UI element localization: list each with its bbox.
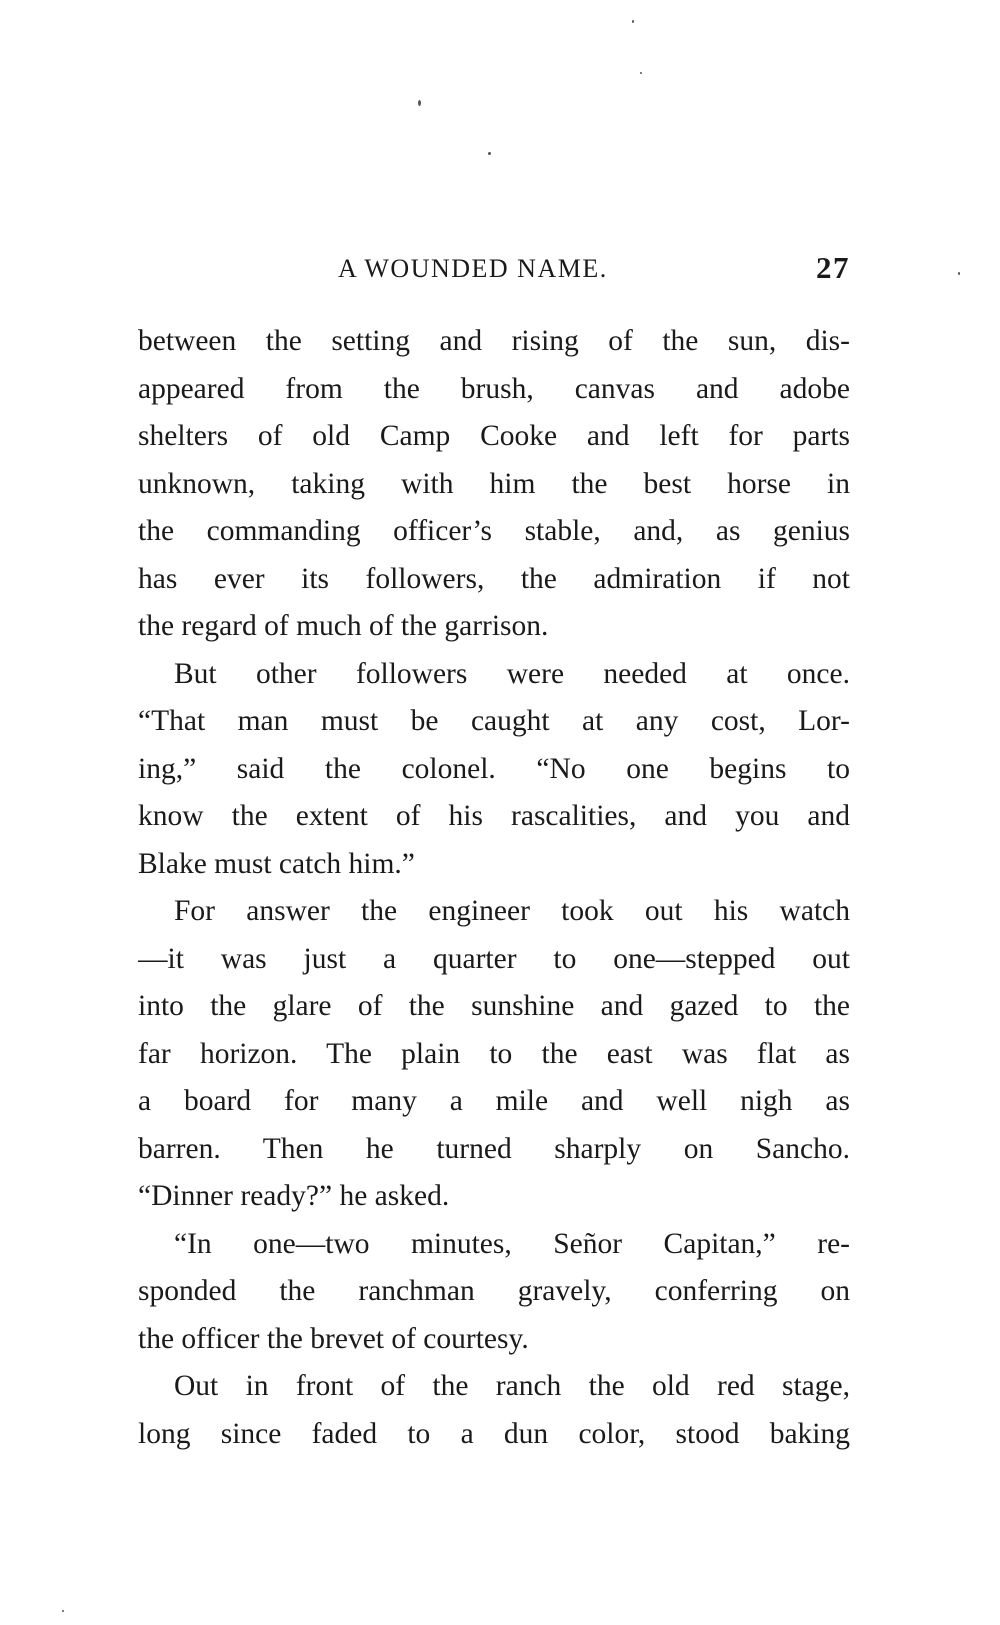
- text-line: into the glare of the sunshine and gazed to the: [138, 990, 850, 1022]
- page-number: 27: [816, 250, 850, 285]
- text-line: far horizon. The plain to the east was flat as: [138, 1037, 850, 1070]
- running-head: [138, 250, 850, 290]
- running-title: A WOUNDED NAME.: [338, 254, 608, 283]
- text-line: “Dinner ready?” he asked.: [138, 1180, 450, 1212]
- text-line: between the setting and rising of the sun, dis-: [138, 325, 850, 357]
- text-line: unknown, taking with him the best horse in: [138, 467, 850, 500]
- scan-speck: [418, 100, 421, 106]
- scan-speck: [62, 1610, 64, 1612]
- text-line: know the extent of his rascalities, and you and: [138, 800, 850, 832]
- text-line: ing,” said the colonel. “No one begins to: [138, 752, 850, 785]
- text-line: Out in front of the ranch the old red stage,: [174, 1370, 850, 1402]
- scan-speck: [488, 152, 491, 155]
- text-line: appeared from the brush, canvas and adobe: [138, 372, 850, 405]
- scan-speck: [958, 272, 960, 275]
- text-line: has ever its followers, the admiration if not: [138, 562, 850, 595]
- text-line: shelters of old Camp Cooke and left for parts: [138, 420, 850, 452]
- scan-speck: [640, 72, 642, 74]
- text-line: barren. Then he turned sharply on Sancho.: [138, 1132, 850, 1165]
- scan-speck: [632, 20, 634, 23]
- text-line: “In one—two minutes, Señor Capitan,” re-: [174, 1227, 850, 1260]
- text-line: “That man must be caught at any cost, Lor-: [138, 705, 850, 737]
- text-line: Blake must catch him.”: [138, 847, 415, 880]
- text-line: For answer the engineer took out his watch: [174, 895, 850, 927]
- text-line: sponded the ranchman gravely, conferring on: [138, 1275, 850, 1307]
- text-line: the officer the brevet of courtesy.: [138, 1322, 529, 1355]
- text-line: —it was just a quarter to one—stepped out: [138, 942, 850, 975]
- text-line: the commanding officer’s stable, and, as genius: [138, 515, 850, 547]
- text-line: long since faded to a dun color, stood baking: [138, 1417, 850, 1450]
- text-line: the regard of much of the garrison.: [138, 610, 549, 642]
- text-line: But other followers were needed at once.: [174, 657, 850, 690]
- text-line: a board for many a mile and well nigh as: [138, 1085, 850, 1117]
- body-text: [138, 318, 850, 1458]
